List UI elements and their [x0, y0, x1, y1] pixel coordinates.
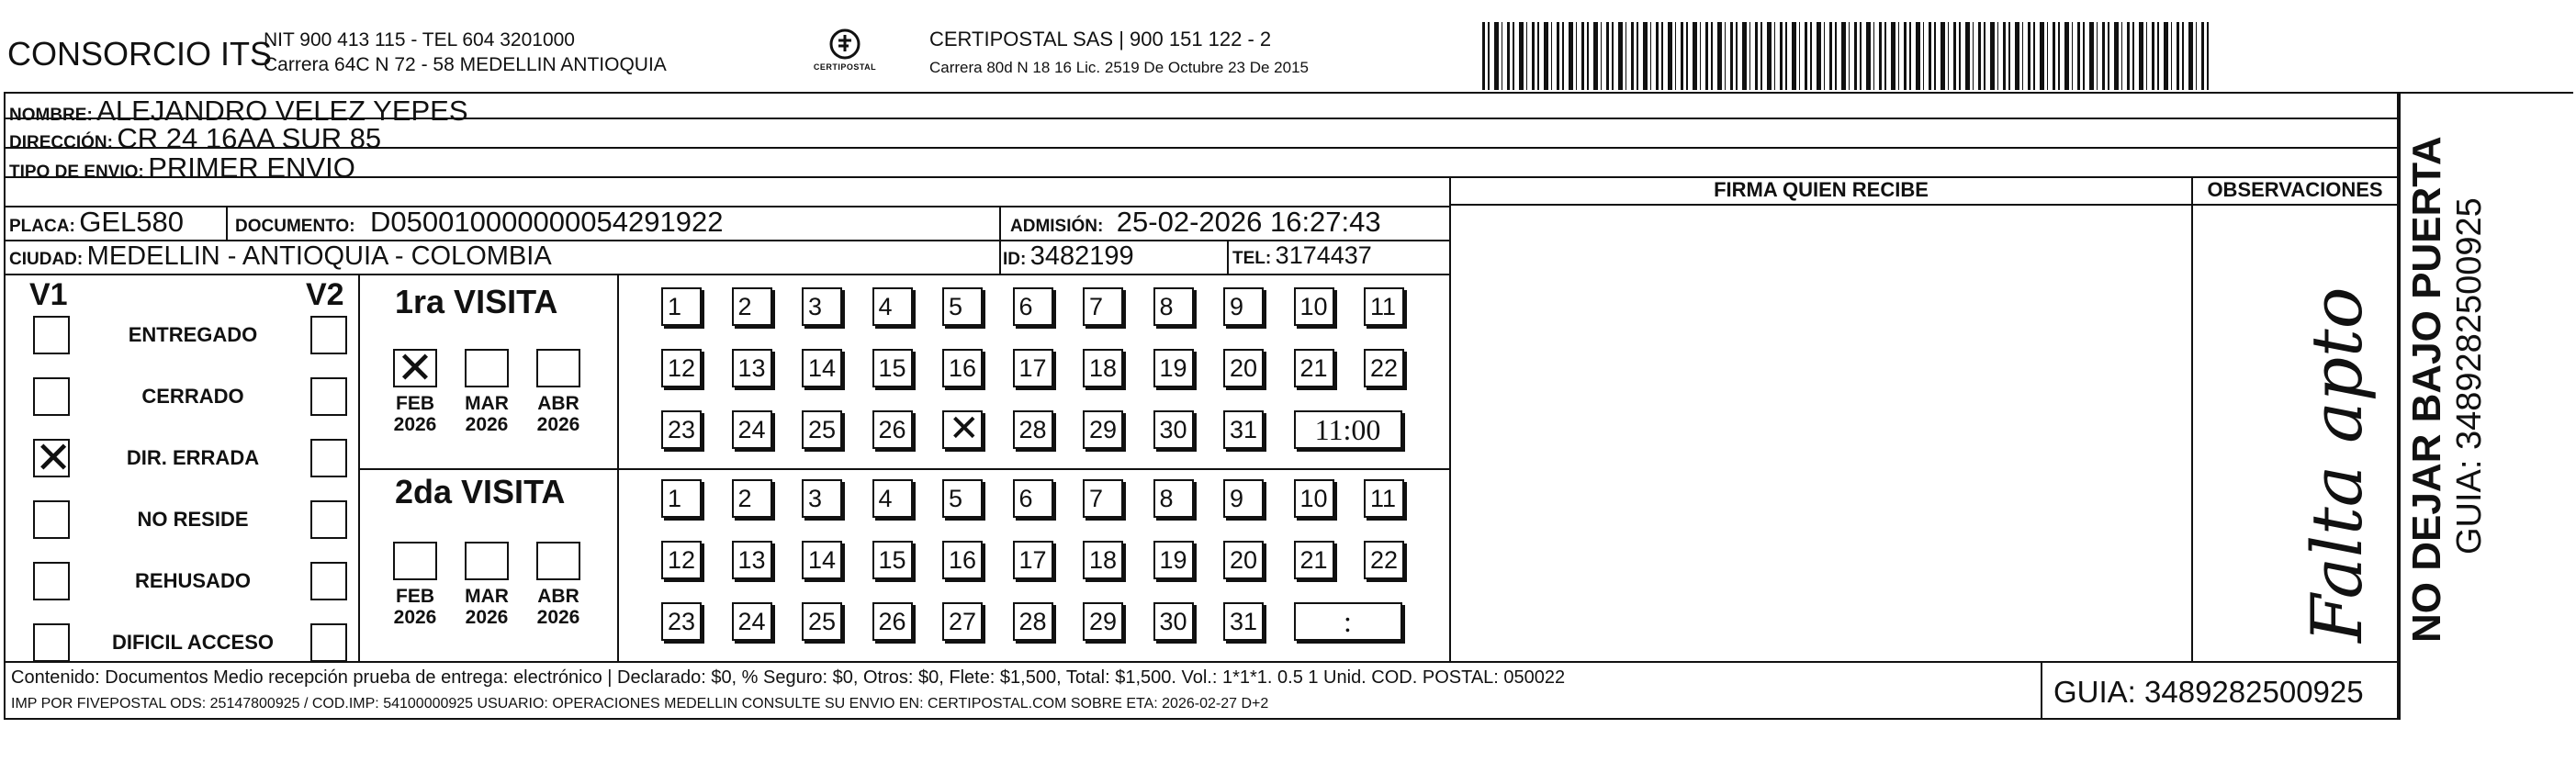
company-nit: NIT 900 413 115 - TEL 604 3201000 — [264, 29, 575, 50]
second-day-28[interactable]: 28 — [1013, 602, 1053, 641]
first-month-label-1 — [388, 393, 443, 435]
admision-value: 25-02-2026 16:27:43 — [1116, 206, 1381, 238]
first-visit-title: 1ra VISITA — [395, 283, 558, 320]
second-day-26[interactable]: 26 — [872, 602, 913, 641]
check-mark-icon: ✕ — [396, 344, 434, 393]
v1-checkbox-1[interactable] — [33, 316, 70, 354]
footer-guia: GUIA: 3489282500925 — [2053, 675, 2364, 709]
tel-field — [1232, 241, 1372, 270]
second-time-field[interactable]: : — [1294, 602, 1402, 641]
first-day-2[interactable]: 2 — [732, 287, 772, 326]
second-day-19[interactable]: 19 — [1153, 541, 1194, 579]
first-day-28[interactable]: 28 — [1013, 410, 1053, 449]
second-month-label-3 — [531, 586, 586, 628]
v2-checkbox-3[interactable] — [310, 439, 347, 477]
first-day-25[interactable]: 25 — [802, 410, 842, 449]
tel-label: TEL: — [1232, 249, 1272, 268]
first-day-19[interactable]: 19 — [1153, 349, 1194, 387]
tel-value: 3174437 — [1275, 241, 1372, 269]
first-day-8[interactable]: 8 — [1153, 287, 1194, 326]
second-day-21[interactable]: 21 — [1294, 541, 1334, 579]
admision-label: ADMISIÓN: — [1010, 217, 1104, 236]
first-day-15[interactable]: 15 — [872, 349, 913, 387]
id-value: 3482199 — [1029, 241, 1134, 271]
placa-value: GEL580 — [79, 206, 184, 238]
month-year: 2026 — [393, 414, 437, 435]
first-day-26[interactable]: 26 — [872, 410, 913, 449]
month-name: FEB — [396, 586, 434, 607]
side-guia: GUIA: 3489282500925 — [2450, 197, 2489, 555]
v1-checkbox-5[interactable] — [33, 562, 70, 600]
second-day-18[interactable]: 18 — [1083, 541, 1123, 579]
tipo-value: PRIMER ENVIO — [148, 151, 355, 184]
second-day-1[interactable]: 1 — [661, 479, 702, 518]
v2-checkbox-2[interactable] — [310, 377, 347, 416]
month-year: 2026 — [465, 414, 509, 435]
first-day-5[interactable]: 5 — [942, 287, 983, 326]
second-month-label-2 — [459, 586, 514, 628]
observaciones-label: OBSERVACIONES — [2207, 178, 2383, 201]
first-day-22[interactable]: 22 — [1364, 349, 1404, 387]
first-day-1[interactable]: 1 — [661, 287, 702, 326]
month-year: 2026 — [536, 607, 580, 628]
nombre-value: ALEJANDRO VELEZ YEPES — [96, 95, 468, 127]
first-day-10[interactable]: 10 — [1294, 287, 1334, 326]
first-day-4[interactable]: 4 — [872, 287, 913, 326]
first-day-16[interactable]: 16 — [942, 349, 983, 387]
first-day-18[interactable]: 18 — [1083, 349, 1123, 387]
second-day-12[interactable]: 12 — [661, 541, 702, 579]
admision-field — [1010, 206, 1381, 239]
v2-checkbox-1[interactable] — [310, 316, 347, 354]
direccion-row — [9, 122, 381, 155]
second-day-4[interactable]: 4 — [872, 479, 913, 518]
second-day-13[interactable]: 13 — [732, 541, 772, 579]
second-day-16[interactable]: 16 — [942, 541, 983, 579]
direccion-value: CR 24 16AA SUR 85 — [117, 122, 382, 154]
second-day-11[interactable]: 11 — [1364, 479, 1404, 518]
documento-label: DOCUMENTO: — [235, 217, 355, 236]
first-day-21[interactable]: 21 — [1294, 349, 1334, 387]
ciudad-label: CIUDAD: — [9, 250, 84, 269]
company-name: CONSORCIO ITS — [7, 35, 273, 73]
first-month-checkbox-3[interactable] — [536, 349, 580, 387]
tipo-row — [9, 151, 355, 185]
ciudad-value: MEDELLIN - ANTIOQUIA - COLOMBIA — [86, 241, 552, 271]
second-day-17[interactable]: 17 — [1013, 541, 1053, 579]
carrier-name: CERTIPOSTAL SAS | 900 151 122 - 2 — [929, 28, 1272, 50]
second-day-2[interactable]: 2 — [732, 479, 772, 518]
month-year: 2026 — [393, 607, 437, 628]
second-day-14[interactable]: 14 — [802, 541, 842, 579]
first-day-6[interactable]: 6 — [1013, 287, 1053, 326]
first-month-label-3 — [531, 393, 586, 435]
first-day-31[interactable]: 31 — [1223, 410, 1264, 449]
tipo-label: TIPO DE ENVIO: — [9, 162, 144, 182]
second-month-label-1 — [388, 586, 443, 628]
month-year: 2026 — [536, 414, 580, 435]
footer-print-info: IMP POR FIVEPOSTAL ODS: 25147800925 / COD.IMP: 54100000925 USUARIO: OPERACIONES MEDELLIN CONSULTE SU ENVIO EN: CERTIPOSTAL.COM SOBRE ETA: 2026-02-27 D+2 — [11, 696, 1269, 712]
reason-label: DIFICIL ACCESO — [111, 631, 274, 654]
second-day-25[interactable]: 25 — [802, 602, 842, 641]
second-day-29[interactable]: 29 — [1083, 602, 1123, 641]
v2-label: V2 — [306, 277, 344, 312]
id-label: ID: — [1003, 250, 1027, 269]
second-day-27[interactable]: 27 — [942, 602, 983, 641]
v1-label: V1 — [29, 277, 68, 312]
second-day-5[interactable]: 5 — [942, 479, 983, 518]
second-day-9[interactable]: 9 — [1223, 479, 1264, 518]
month-year: 2026 — [465, 607, 509, 628]
first-day-27-crossed[interactable]: ✕ — [942, 410, 983, 449]
second-day-30[interactable]: 30 — [1153, 602, 1194, 641]
v1-checkbox-2[interactable] — [33, 377, 70, 416]
first-day-17[interactable]: 17 — [1013, 349, 1053, 387]
first-day-9[interactable]: 9 — [1223, 287, 1264, 326]
v2-checkbox-5[interactable] — [310, 562, 347, 600]
first-day-29[interactable]: 29 — [1083, 410, 1123, 449]
second-day-3[interactable]: 3 — [802, 479, 842, 518]
first-day-11[interactable]: 11 — [1364, 287, 1404, 326]
second-day-7[interactable]: 7 — [1083, 479, 1123, 518]
ciudad-field — [9, 241, 552, 272]
first-day-24[interactable]: 24 — [732, 410, 772, 449]
v1-checkbox-4[interactable] — [33, 500, 70, 539]
documento-value: D050010000000054291922 — [370, 206, 724, 238]
first-day-7[interactable]: 7 — [1083, 287, 1123, 326]
second-month-checkbox-2[interactable] — [465, 542, 509, 580]
certipostal-logo — [808, 26, 882, 81]
reason-label: ENTREGADO — [128, 323, 258, 346]
v1-checkbox-3[interactable] — [33, 434, 73, 483]
second-day-23[interactable]: 23 — [661, 602, 702, 641]
reason-label: NO RESIDE — [137, 508, 249, 531]
direccion-label: DIRECCIÓN: — [9, 133, 113, 152]
month-name: FEB — [396, 393, 434, 414]
first-day-20[interactable]: 20 — [1223, 349, 1264, 387]
month-name: MAR — [465, 393, 509, 414]
first-day-14[interactable]: 14 — [802, 349, 842, 387]
check-mark-icon: ✕ — [35, 434, 73, 483]
v2-checkbox-6[interactable] — [310, 623, 347, 662]
second-day-24[interactable]: 24 — [732, 602, 772, 641]
footer-contents: Contenido: Documentos Medio recepción prueba de entrega: electrónico | Declarado: $0, % Seguro: $0, Otros: $0, Flete: $1,500, Total: $1,500. Vol.: 1*1*1. 0.5 1 Unid. COD. POSTAL: 050022 — [11, 667, 1566, 688]
v1-checkbox-6[interactable] — [33, 623, 70, 662]
handwritten-note: Falta apto — [2296, 286, 2378, 643]
reason-label: DIR. ERRADA — [126, 446, 260, 469]
second-day-15[interactable]: 15 — [872, 541, 913, 579]
second-visit-title: 2da VISITA — [395, 473, 566, 510]
first-day-30[interactable]: 30 — [1153, 410, 1194, 449]
second-day-10[interactable]: 10 — [1294, 479, 1334, 518]
nombre-label: NOMBRE: — [9, 106, 93, 125]
company-address: Carrera 64C N 72 - 58 MEDELLIN ANTIOQUIA — [264, 54, 667, 75]
firma-label: FIRMA QUIEN RECIBE — [1714, 178, 1929, 201]
first-month-checkbox-2[interactable] — [465, 349, 509, 387]
month-name: ABR — [537, 586, 579, 607]
first-time-field[interactable]: 11:00 — [1294, 410, 1402, 449]
second-day-22[interactable]: 22 — [1364, 541, 1404, 579]
first-day-23[interactable]: 23 — [661, 410, 702, 449]
side-warning: NO DEJAR BAJO PUERTA — [2404, 136, 2449, 643]
first-month-label-2 — [459, 393, 514, 435]
reason-label: REHUSADO — [135, 569, 251, 592]
logo-text: CERTIPOSTAL — [813, 62, 877, 72]
month-name: MAR — [465, 586, 509, 607]
second-day-8[interactable]: 8 — [1153, 479, 1194, 518]
first-day-12[interactable]: 12 — [661, 349, 702, 387]
second-day-20[interactable]: 20 — [1223, 541, 1264, 579]
second-month-checkbox-1[interactable] — [393, 542, 437, 580]
placa-label: PLACA: — [9, 217, 75, 236]
reason-label: CERRADO — [141, 385, 244, 408]
month-name: ABR — [537, 393, 579, 414]
first-day-3[interactable]: 3 — [802, 287, 842, 326]
second-day-6[interactable]: 6 — [1013, 479, 1053, 518]
placa-field — [9, 206, 184, 239]
second-month-checkbox-3[interactable] — [536, 542, 580, 580]
second-day-31[interactable]: 31 — [1223, 602, 1264, 641]
documento-field — [235, 206, 723, 239]
first-month-checkbox-1[interactable] — [393, 344, 437, 393]
v2-checkbox-4[interactable] — [310, 500, 347, 539]
barcode — [1482, 22, 2213, 90]
first-day-13[interactable]: 13 — [732, 349, 772, 387]
carrier-address: Carrera 80d N 18 16 Lic. 2519 De Octubre 23 De 2015 — [929, 59, 1309, 76]
id-field — [1003, 241, 1134, 272]
